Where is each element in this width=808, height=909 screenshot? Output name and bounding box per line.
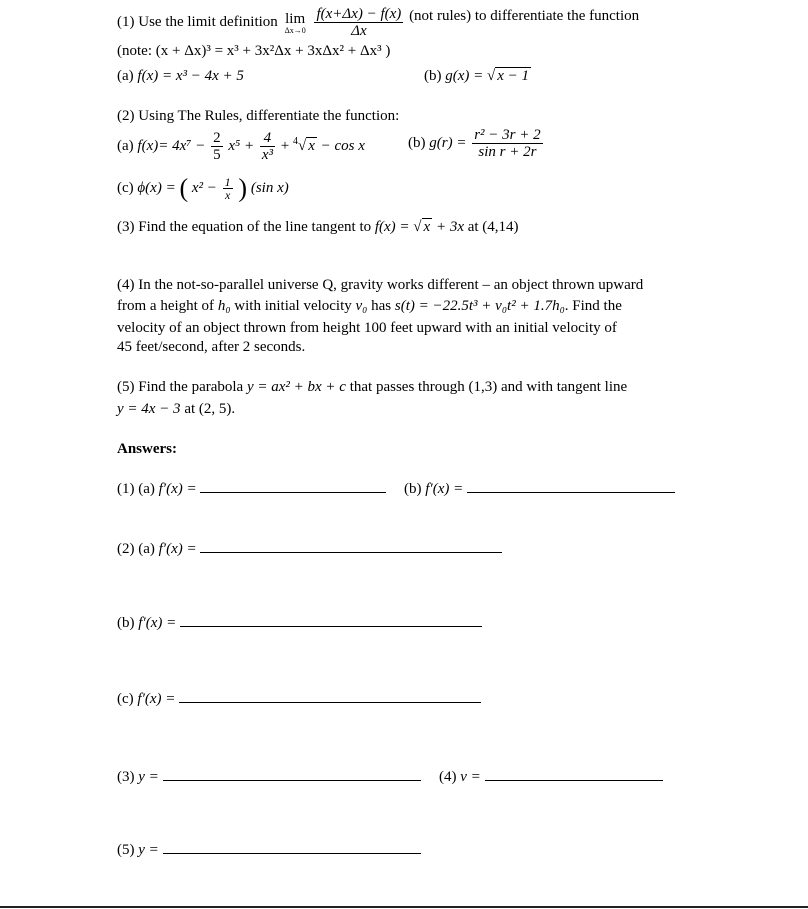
- q5-line2: [117, 400, 235, 418]
- q3-radicand: x: [423, 219, 431, 235]
- q1b-label: (b): [424, 68, 442, 84]
- q1-header: [117, 6, 639, 39]
- q4-text: from a height of: [117, 298, 215, 314]
- q1-suffix: (not rules) to differentiate the function: [409, 7, 640, 24]
- q2c-inner: x² −: [191, 179, 217, 196]
- answer-fn: f′(x) =: [425, 481, 464, 497]
- q2a-radicand: x: [308, 137, 315, 154]
- fourth-root-symbol: $^4$√ x: [292, 135, 315, 154]
- q5-parabola: y = ax² + bx + c: [246, 379, 346, 395]
- answer-1b: [404, 478, 675, 498]
- q5-text: that passes through (1,3) and with tangent line: [349, 379, 628, 395]
- limit-operator: [285, 11, 306, 35]
- q2a-frac-two-fifths: [211, 130, 223, 163]
- q2b-numerator: r² − 3r + 2: [474, 127, 541, 143]
- q2a-mid: x⁵ +: [228, 137, 255, 154]
- q4-position-equation: s(t) = −22.5t³ + v₀t² + 1.7h₀: [394, 298, 565, 314]
- answer-2a: [117, 538, 502, 558]
- q3: [117, 218, 519, 236]
- q1-label: (1) Use the limit definition: [117, 13, 278, 30]
- sqrt-symbol: √ x − 1: [487, 68, 530, 84]
- answer-fn: f′(x) =: [138, 615, 177, 631]
- q4-line4: 45 feet/second, after 2 seconds.: [117, 339, 306, 355]
- answer-fn: y =: [138, 769, 159, 785]
- q4-v0: v₀: [355, 298, 368, 314]
- q2b-lhs: g(r) =: [429, 134, 467, 151]
- q5-tangent-line: y = 4x − 3: [117, 401, 181, 417]
- q5-text: (5) Find the parabola: [117, 379, 244, 395]
- q2-part-a: (a) f(x)= 4x⁷ − $\frac{2}{5}$ x⁵ + $\frac{4}{\text{x³}}$ + $^4$√ x − cos x: [117, 130, 365, 163]
- q3-text: (3) Find the equation of the line tangent to: [117, 219, 372, 235]
- q2a-frac-four-over-x3: [260, 130, 275, 163]
- answer-fn: f′(x) =: [137, 691, 176, 707]
- q4-text: has: [371, 298, 392, 314]
- answer-label: (b): [117, 615, 135, 631]
- q2c-frac-one-over-x: [223, 176, 233, 201]
- answer-2b: [117, 612, 482, 632]
- sqrt-symbol: √ x: [413, 219, 431, 235]
- answer-label: (3): [117, 769, 135, 785]
- answer-1a: [117, 478, 386, 498]
- q5-line1: [117, 378, 627, 396]
- lim-word: lim: [285, 10, 306, 27]
- frac-den: x: [224, 188, 231, 202]
- q2c-label: (c): [117, 179, 134, 196]
- answer-1a-blank[interactable]: [200, 478, 386, 493]
- answers-heading: Answers:: [117, 441, 177, 457]
- q3-tail: + 3x: [435, 219, 464, 235]
- answer-2c-blank[interactable]: [179, 688, 481, 703]
- frac-num: 4: [260, 130, 275, 147]
- frac-num: 1: [224, 175, 231, 189]
- answer-5: [117, 839, 421, 859]
- answer-fn: y =: [138, 842, 159, 858]
- q2b-denominator: sin r + 2r: [478, 144, 537, 160]
- q1-part-a: [117, 67, 244, 85]
- answer-2c: [117, 688, 481, 708]
- q4-text: with initial velocity: [234, 298, 352, 314]
- q4-text: . Find the: [564, 298, 622, 314]
- answer-2a-blank[interactable]: [200, 538, 502, 553]
- answer-3-blank[interactable]: [163, 766, 421, 781]
- q2-label: (2) Using The Rules, differentiate the function:: [117, 108, 400, 124]
- frac-num: 2: [213, 130, 221, 146]
- root-index: 4: [292, 135, 298, 147]
- lim-subscript: Δx→0: [284, 25, 306, 35]
- answer-label: (1) (a): [117, 481, 155, 497]
- q2b-fraction: [472, 127, 542, 160]
- q2a-tail: − cos x: [320, 137, 365, 154]
- answer-label: (c): [117, 691, 134, 707]
- q1b-lhs: g(x) =: [445, 68, 484, 84]
- q1b-radicand: x − 1: [497, 68, 530, 84]
- answer-label: (2) (a): [117, 541, 155, 557]
- q3-lhs: f(x) =: [374, 219, 410, 235]
- answer-label: (5): [117, 842, 135, 858]
- frac-den: x³: [261, 147, 273, 163]
- frac-den: 5: [213, 147, 221, 163]
- answer-3: [117, 766, 421, 786]
- q2a-lhs: f(x)= 4x⁷ −: [137, 137, 206, 154]
- answer-label: (4): [439, 769, 457, 785]
- q1-note: (note: (x + Δx)³ = x³ + 3x²Δx + 3xΔx² + Δx³ ): [117, 43, 391, 59]
- q2-part-b: [408, 127, 545, 160]
- answer-fn: f′(x) =: [158, 481, 197, 497]
- dq-denominator: Δx: [351, 23, 367, 39]
- answer-label: (b): [404, 481, 422, 497]
- answer-2b-blank[interactable]: [180, 612, 482, 627]
- q2c-lhs: ϕ(x) =: [137, 179, 176, 196]
- answer-4-blank[interactable]: [485, 766, 663, 781]
- answer-fn: v =: [460, 769, 481, 785]
- q4-line1: (4) In the not-so-parallel universe Q, gravity works different – an object thrown upward: [117, 277, 644, 293]
- page-bottom-border: [0, 906, 808, 908]
- q4-line3: velocity of an object thrown from height 100 feet upward with an initial velocity of: [117, 320, 617, 336]
- q2a-label: (a): [117, 137, 134, 154]
- q2c-tail: (sin x): [250, 179, 289, 196]
- q1a-expression: f(x) = x³ − 4x + 5: [137, 68, 244, 84]
- q4-h0: h₀: [217, 298, 231, 314]
- answer-1b-blank[interactable]: [467, 478, 675, 493]
- answer-fn: f′(x) =: [158, 541, 197, 557]
- q1a-label: (a): [117, 68, 134, 84]
- q2-part-c: (c) ϕ(x) = ( x² − $\frac{1}{x}$ ) (sin x): [117, 173, 289, 203]
- dq-numerator: f(x+Δx) − f(x): [316, 6, 402, 22]
- q3-point: at (4,14): [467, 219, 519, 235]
- q1-part-b: [424, 67, 531, 85]
- answer-5-blank[interactable]: [163, 839, 421, 854]
- q5-text: at (2, 5).: [184, 401, 236, 417]
- answer-4: [439, 766, 663, 786]
- q2b-label: (b): [408, 134, 426, 151]
- q4-line2: [117, 297, 622, 315]
- difference-quotient: [314, 6, 403, 39]
